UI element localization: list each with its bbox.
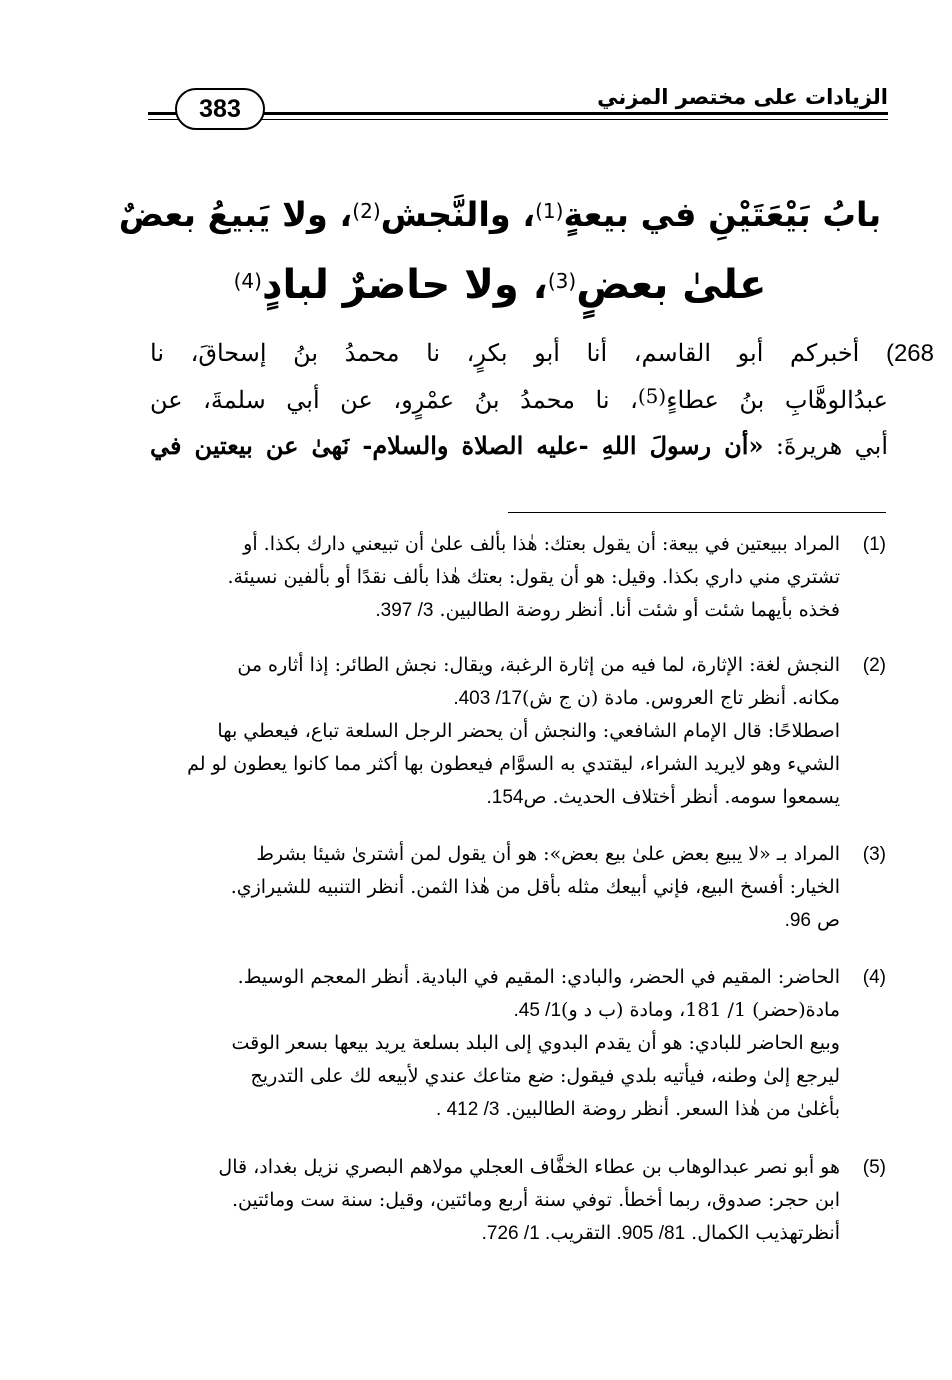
main-text-segment: عبدُالوهَّابِ بنُ عطاءٍ xyxy=(666,386,888,414)
footnote-number: (2) xyxy=(862,655,886,676)
footnote-reference: 96. xyxy=(784,910,811,931)
footnote-line xyxy=(68,781,840,814)
footnote-line xyxy=(68,594,840,627)
footnote-line xyxy=(68,994,840,1027)
main-text-segment: أخبركم أبو القاسم، أنا أبو بكرٍ، نا محمدُ بنُ إسحاقَ، نا xyxy=(150,339,860,367)
footnote-1 xyxy=(68,528,886,627)
page-number: 383 xyxy=(175,88,265,130)
main-text-segment: ، نا محمدُ بنُ عمْرٍو، عن أبي سلمةَ، عن xyxy=(150,386,638,414)
footnote-line: ابن حجر: صدوق، ربما أخطأ. توفي سنة أربع ومائتين، وقيل: سنة ست ومائتين. xyxy=(231,1189,840,1211)
main-text-line xyxy=(150,330,934,377)
footnote-number: (4) xyxy=(862,967,886,988)
footnote-line: تشتري مني داري بكذا. وقيل: هو أن يقول: بعتك هٰذا بألف نقدًا أو بألفين نسيئة. xyxy=(227,566,840,588)
footnote-text: بأغلىٰ من هٰذا السعر. أنظر روضة الطالبين. xyxy=(499,1098,840,1120)
footnote-line: الحاضر: المقيم في الحضر، والبادي: المقيم في البادية. أنظر المعجم الوسيط. xyxy=(237,966,840,988)
chapter-text: بابُ بَيْعَتَيْنِ في بيعةٍ xyxy=(563,195,882,234)
footnote-4 xyxy=(68,961,886,1126)
footnote-text: أنظرتهذيب الكمال. xyxy=(685,1222,840,1244)
footnote-text: فخذه بأيهما شئت أو شئت أنا. أنظر روضة الطالبين. xyxy=(433,599,840,621)
running-header xyxy=(148,84,888,128)
footnote-number: (1) xyxy=(862,534,886,555)
footnote-line: اصطلاحًا: قال الإمام الشافعي: والنجش أن يحضر الرجل السلعة تباع، فيعطي بها xyxy=(217,720,840,742)
footnote-3 xyxy=(68,838,886,937)
chapter-text: ، ولا يَبيعُ بعضٌ xyxy=(118,195,353,234)
footnote-line: هو أبو نصر عبدالوهاب بن عطاء الخفَّاف العجلي مولاهم البصري نزيل بغداد، قال xyxy=(218,1156,840,1178)
footnote-reference: 3/ 397. xyxy=(375,600,434,621)
chapter-text: ، والنَّجش xyxy=(380,195,536,234)
footnote-marker: (4) xyxy=(233,269,262,293)
footnote-marker: (5) xyxy=(637,384,667,408)
main-text-line xyxy=(150,377,888,423)
main-text-line xyxy=(150,423,888,469)
footnote-line: الشيء وهو لايريد الشراء، ليقتدي به السوَّام فيعطون بها أكثر مما كانوا يعطون لو لم xyxy=(187,753,840,775)
footnote-text: يسمعوا سومه. أنظر أختلاف الحديث. ص xyxy=(523,786,840,808)
hadith-quote: «أن رسولَ اللهِ -عليه الصلاة والسلام- نَهىٰ عن بيعتين في xyxy=(150,431,764,460)
footnote-number: (3) xyxy=(862,844,886,865)
chapter-text: علىٰ بعضٍ xyxy=(576,262,767,308)
footnote-reference: 1/ 45. xyxy=(513,1000,562,1021)
footnote-2 xyxy=(68,649,886,814)
footnote-line xyxy=(68,904,840,937)
hadith-number: 268) xyxy=(885,340,934,367)
footnote-separator xyxy=(508,512,886,513)
footnote-text: مادة(حضر) 1/ 181، ومادة (ب د و) xyxy=(561,999,840,1021)
footnote-marker: (1) xyxy=(535,199,564,223)
footnote-line xyxy=(68,1217,840,1250)
footnote-line xyxy=(68,682,840,715)
footnote-reference: 81/ 905. التقريب. 1/ 726. xyxy=(481,1223,686,1244)
chapter-text: ، ولا حاضرٌ لبادٍ xyxy=(261,262,548,308)
chapter-title xyxy=(115,180,885,320)
footnote-line: ليرجع إلىٰ وطنه، فيأتيه بلدي فيقول: ضع متاعك عندي لأبيعه لك على التدريج xyxy=(250,1065,840,1087)
footnote-5 xyxy=(68,1151,886,1250)
running-title: الزيادات على مختصر المزني xyxy=(587,82,888,112)
footnote-line: المراد بـ «لا يبيع بعض علىٰ بيع بعض»: هو أن يقول لمن أشترىٰ شيئا بشرط xyxy=(256,843,840,865)
footnote-marker: (2) xyxy=(352,199,381,223)
footnote-line: الخيار: أفسخ البيع، فإني أبيعك مثله بأقل من هٰذا الثمن. أنظر التنبيه للشيرازي. xyxy=(230,876,840,898)
main-text xyxy=(150,330,934,469)
footnote-text: ص xyxy=(810,909,840,931)
footnote-reference: 17/ 403. xyxy=(453,688,523,709)
footnote-number: (5) xyxy=(862,1157,886,1178)
chapter-title-line xyxy=(115,250,885,320)
chapter-title-line xyxy=(115,180,885,250)
footnote-line: النجش لغة: الإثارة، لما فيه من إثارة الرغبة، ويقال: نجش الطائر: إذا أثاره من xyxy=(237,654,840,676)
footnote-text: مكانه. أنظر تاج العروس. مادة (ن ج ش) xyxy=(522,687,840,709)
footnote-reference: 3/ 412 . xyxy=(436,1099,500,1120)
main-text-segment: أبي هريرةَ: xyxy=(763,432,889,460)
footnote-line xyxy=(68,1093,840,1126)
footnote-line: وبيع الحاضر للبادي: هو أن يقدم البدوي إلى البلد بسلعة يريد بيعها بسعر الوقت xyxy=(231,1032,840,1054)
footnote-reference: 154. xyxy=(486,787,524,808)
footnote-marker: (3) xyxy=(547,269,577,293)
footnote-line: المراد ببيعتين في بيعة: أن يقول بعتك: هٰذا بألف علىٰ أن تبيعني دارك بكذا. أو xyxy=(243,533,840,555)
